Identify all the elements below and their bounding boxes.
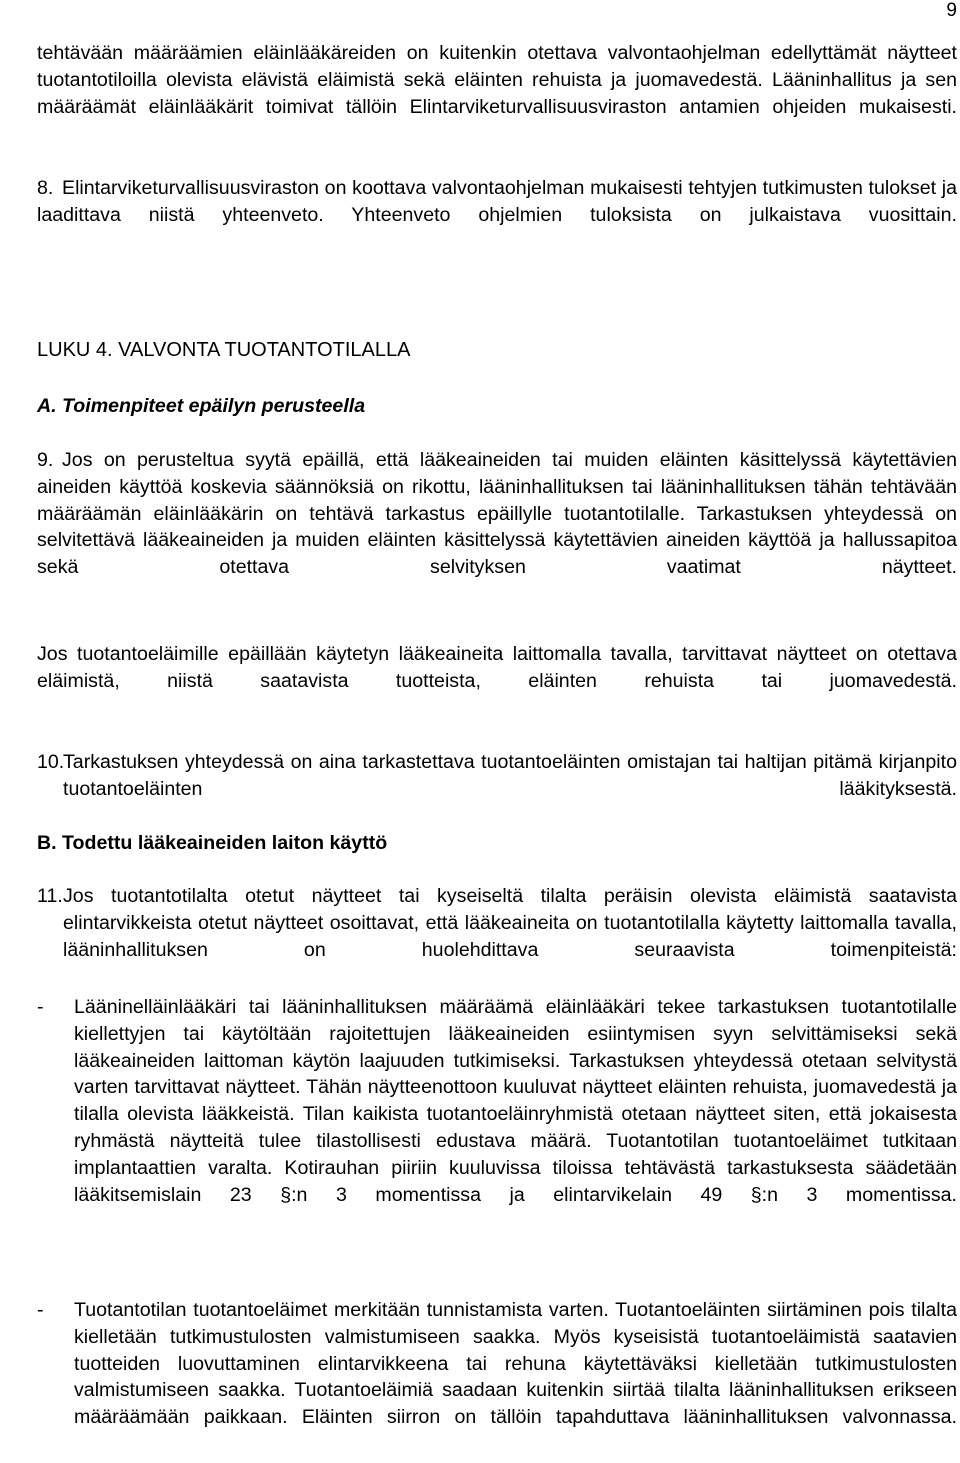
section-11-text: Jos tuotantotilalta otetut näytteet tai kyseiseltä tilalta peräisin olevista eläimistä saatavista elintarvikkeista otetut näytteet osoittavat, että lääkeaineita on tuotantotilalla käytetty laittomalla tavalla, lääninhallituksen on huolehdittava seuraavista toimenpiteistä: xyxy=(63,885,957,961)
intro-paragraph: tehtävään määräämien eläinlääkäreiden on kuitenkin otettava valvontaohjelman edellyttämät näytteet tuotantotiloilla olevista elävistä eläimistä sekä eläinten rehuista ja juomavedestä. Lääninhallitus ja sen määräämät eläinlääkärit toimivat tällöin Elintarviketurvallisuusviraston antamien ohjeiden mukaisesti. xyxy=(37,42,957,118)
section-10 xyxy=(37,749,957,829)
section-8 xyxy=(37,175,957,255)
bullet-marker: - xyxy=(37,1299,44,1321)
section-8-number: 8. xyxy=(37,177,54,199)
section-11-number: 11. xyxy=(37,885,63,907)
section-10-text: Tarkastuksen yhteydessä on aina tarkastettava tuotantoeläinten omistajan tai haltijan pitämä kirjanpito tuotantoeläinten lääkityksestä. xyxy=(63,751,957,800)
subheading-b: B. Todettu lääkeaineiden laiton käyttö xyxy=(37,832,388,854)
page-number: 9 xyxy=(946,0,957,21)
chapter-title: LUKU 4. VALVONTA TUOTANTOTILALLA xyxy=(37,339,411,361)
bullet-marker: - xyxy=(37,996,44,1018)
bullet-item xyxy=(37,1297,957,1458)
section-11 xyxy=(37,883,957,990)
section-9-paragraph-2: Jos tuotantoeläimille epäillään käytetyn lääkeaineita laittomalla tavalla, tarvittavat näytteet on otettava eläimistä, niistä saatavista tuotteista, eläinten rehuista tai juomavedestä. xyxy=(37,643,957,692)
section-10-number: 10. xyxy=(37,751,65,773)
section-9 xyxy=(37,447,957,608)
subheading-a: A. Toimenpiteet epäilyn perusteella xyxy=(37,395,366,417)
bullet-text: Lääninelläinlääkäri tai lääninhallituksen määräämä eläinlääkäri tekee tarkastuksen tuotantotilalle kiellettyjen tai käytöltään rajoitettujen lääkeaineiden esiintymisen syyn selvittämiseksi sekä lääkeaineiden laittoman käytön laajuuden tutkimiseksi. Tarkastuksen yhteydessä otetaan selvitystä varten tarvittavat näytteet. Tähän näytteenottoon kuuluvat näytteet eläinten rehuista, juomavedestä ja tilalla olevista lääkkeistä. Tilan kaikista tuotantoeläinryhmistä otetaan näytteet siten, että jokaisesta ryhmästä näytteitä tulee tilastollisesti edustava määrä. Tuotantotilan tuotantoeläimet tutkitaan implantaattien varalta. Kotirauhan piiriin kuuluvissa tiloissa tehtävästä tarkastuksesta säädetään lääkitsemislain 23 §:n 3 momentissa ja elintarvikelain 49 §:n 3 momentissa. xyxy=(74,996,957,1206)
bullet-item xyxy=(37,994,957,1235)
section-8-text: Elintarviketurvallisuusviraston on koottava valvontaohjelman mukaisesti tehtyjen tutkimusten tulokset ja laadittava niistä yhteenveto. Yhteenveto ohjelmien tuloksista on julkaistava vuosittain. xyxy=(37,177,957,226)
bullet-text: Tuotantotilan tuotantoeläimet merkitään tunnistamista varten. Tuotantoeläinten siirtäminen pois tilalta kielletään tutkimustulosten valmistumiseen saakka. Myös kyseisistä tuotantoeläimistä saatavien tuotteiden luovuttaminen elintarvikkeena tai rehuna käytettäväksi kielletään tutkimustulosten valmistumiseen saakka. Tuotantoeläimiä saadaan kuitenkin siirtää tilalta lääninhallituksen erikseen määräämään paikkaan. Eläinten siirron on tällöin tapahduttava lääninhallituksen valvonnassa. xyxy=(74,1299,957,1429)
section-9-text: Jos on perusteltua syytä epäillä, että lääkeaineiden tai muiden eläinten käsittelyssä käytettävien aineiden käyttöä koskevia säännöksiä on rikottu, lääninhallituksen tai lääninhallituksen tähän tehtävään määräämän eläinlääkärin on tehtävä tarkastus epäillylle tuotantotilalle. Tarkastuksen yhteydessä on selvitettävä lääkeaineiden ja muiden eläinten käsittelyssä käytettävien aineiden käyttöä ja hallussapitoa sekä otettava selvityksen vaatimat näytteet. xyxy=(37,449,957,579)
section-9-number: 9. xyxy=(37,449,54,471)
